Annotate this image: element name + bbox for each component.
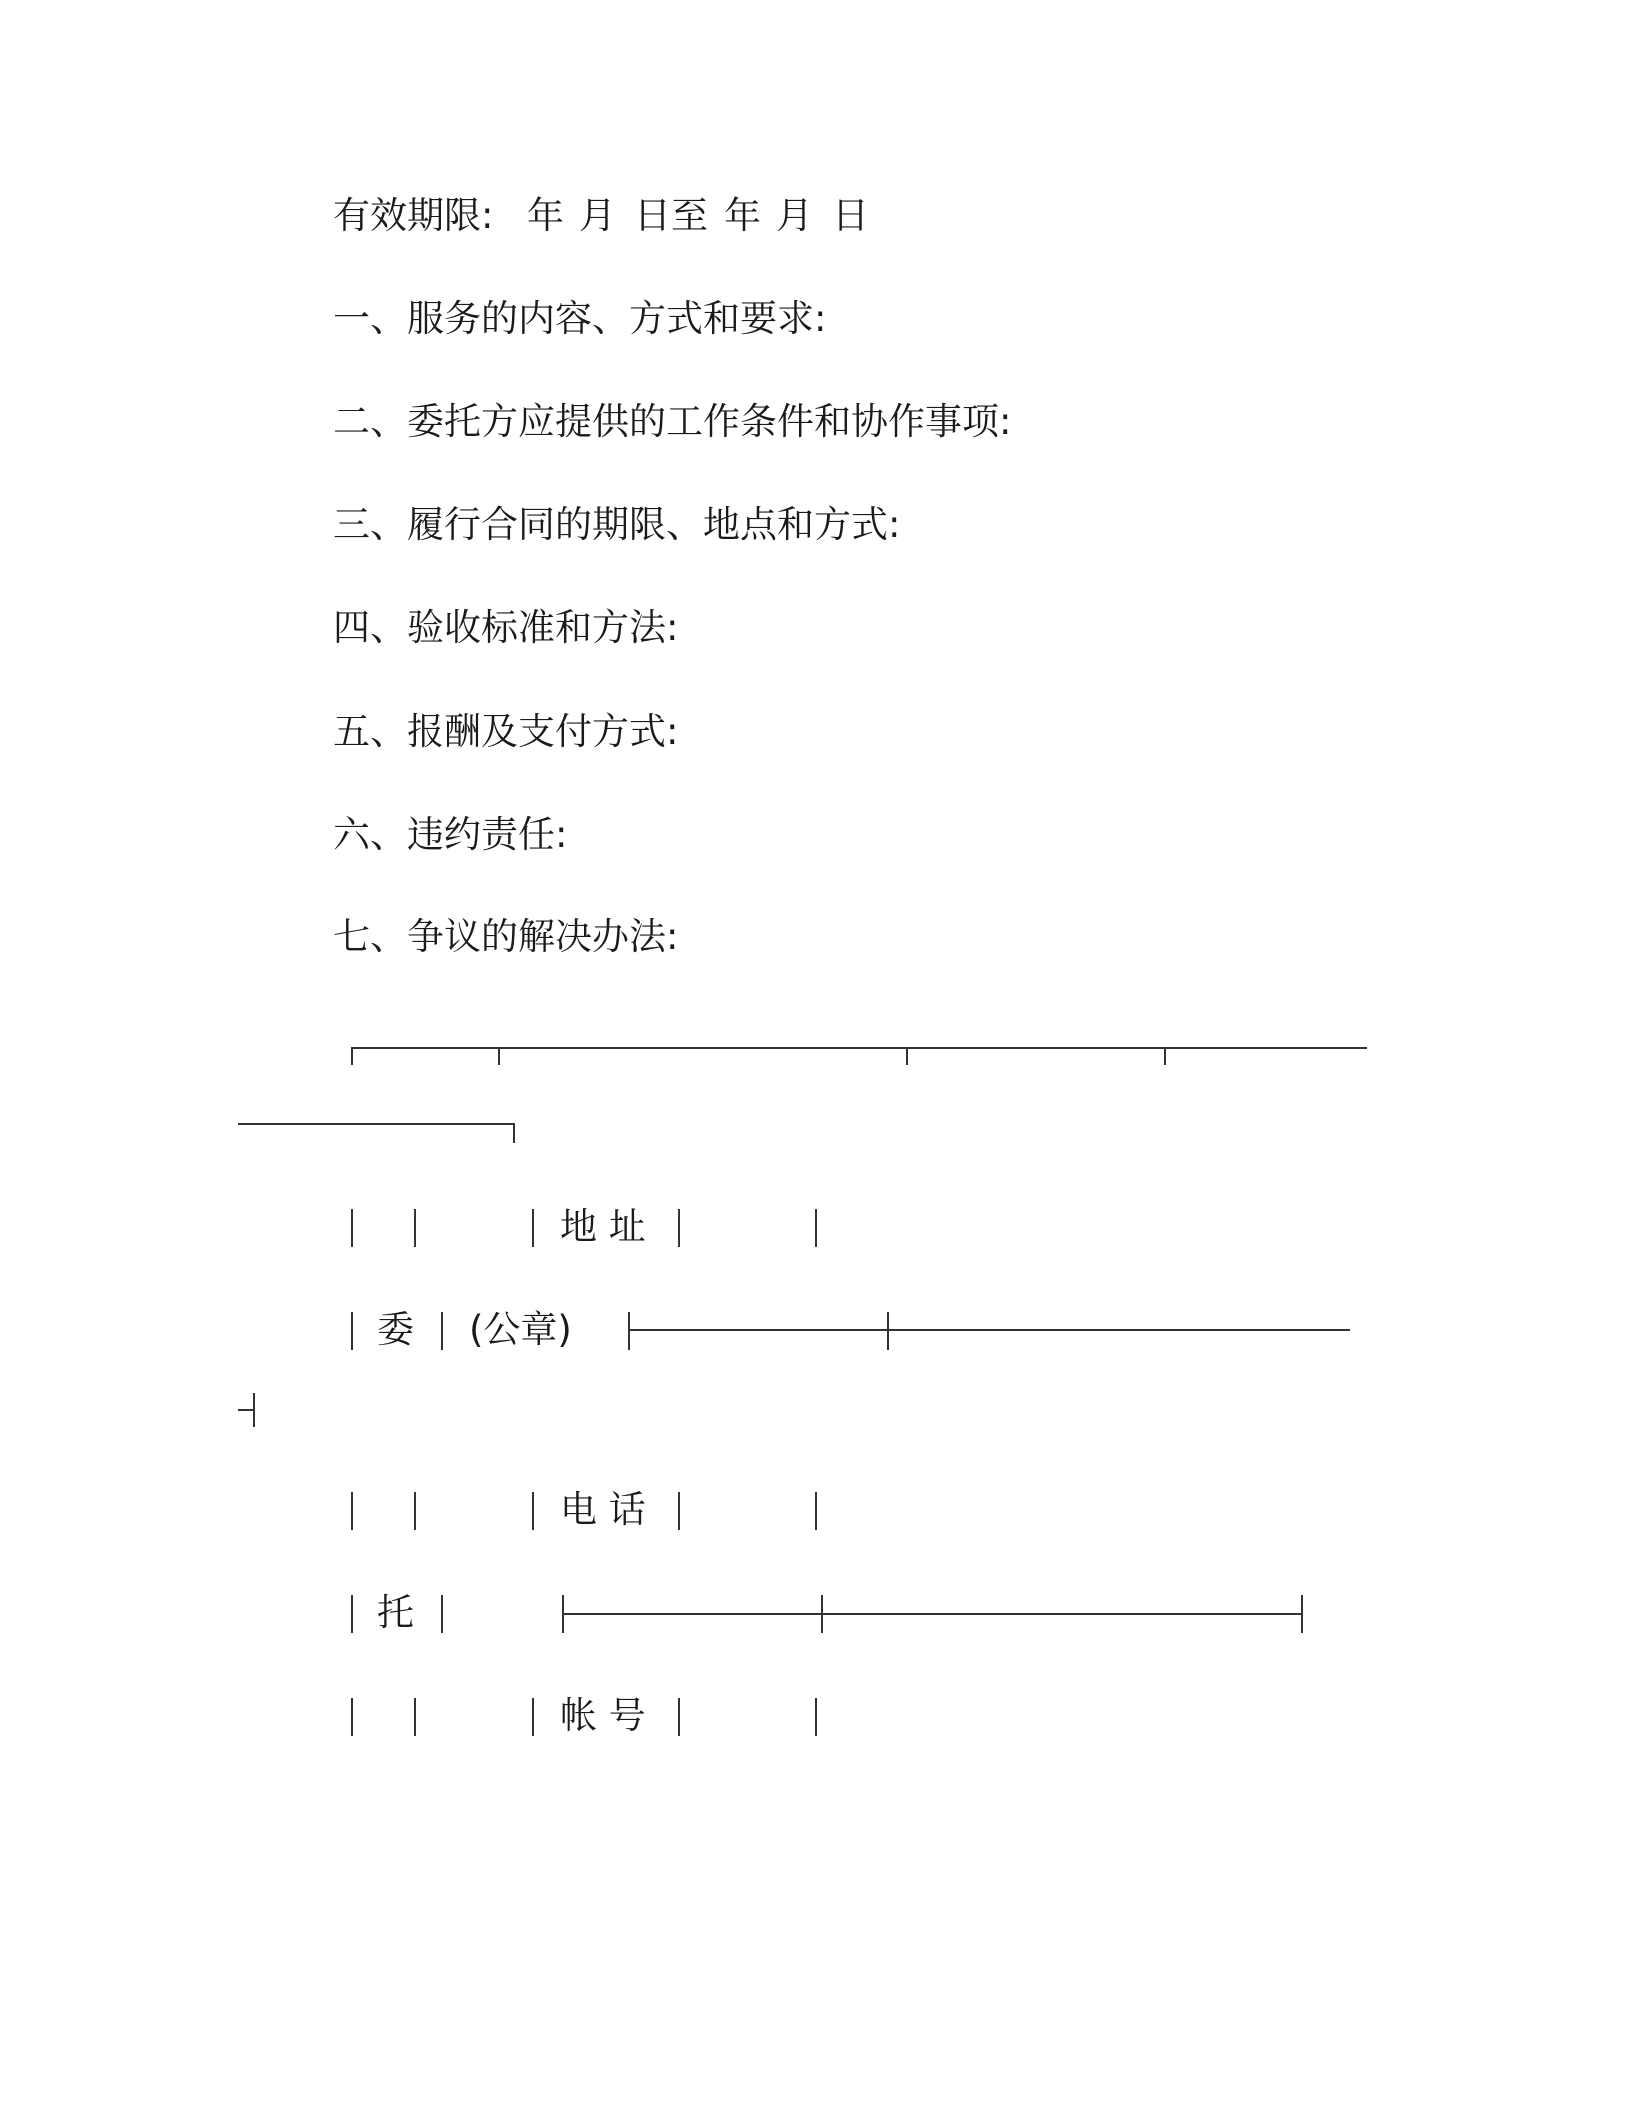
- clause-6: 六、违约责任:: [333, 813, 568, 856]
- table-cell-divider: [821, 1595, 823, 1633]
- seal-label: (公章): [469, 1308, 572, 1351]
- table-cell-divider: [414, 1209, 416, 1247]
- validity-day-to: 日至: [634, 194, 708, 237]
- validity-month-end: 月: [776, 194, 813, 237]
- table-cell-divider: [351, 1492, 353, 1530]
- table-cell-divider: [351, 1209, 353, 1247]
- clause-2: 二、委托方应提供的工作条件和协作事项:: [333, 400, 1012, 443]
- validity-year-start: 年: [527, 194, 564, 237]
- table-border-segment: [628, 1329, 1350, 1331]
- table-cell-divider: [678, 1698, 680, 1736]
- table-cell-divider: [678, 1209, 680, 1247]
- table-border-segment: [238, 1123, 515, 1125]
- table-tick: [1164, 1047, 1166, 1065]
- clause-3: 三、履行合同的期限、地点和方式:: [333, 503, 901, 546]
- table-tick: [238, 1409, 253, 1411]
- client-char-tuo: 托: [377, 1591, 414, 1634]
- validity-month-start: 月: [579, 194, 616, 237]
- clause-7: 七、争议的解决办法:: [333, 915, 679, 958]
- table-cell-divider: [441, 1312, 443, 1350]
- client-char-wei: 委: [377, 1308, 414, 1351]
- table-cell-divider: [815, 1209, 817, 1247]
- table-cell-divider: [441, 1595, 443, 1633]
- table-cell-divider: [887, 1312, 889, 1350]
- table-cell-divider: [351, 1312, 353, 1350]
- table-tick: [513, 1123, 515, 1143]
- table-cell-divider: [532, 1492, 534, 1530]
- account-label: 帐 号: [560, 1694, 646, 1737]
- table-tick: [906, 1047, 908, 1065]
- address-label: 地 址: [560, 1205, 646, 1248]
- table-tick: [351, 1047, 353, 1065]
- table-tick: [253, 1393, 255, 1427]
- table-tick: [498, 1047, 500, 1065]
- table-border-segment: [562, 1613, 1302, 1615]
- validity-day-end: 日: [832, 194, 869, 237]
- table-cell-divider: [414, 1698, 416, 1736]
- phone-label: 电 话: [560, 1488, 646, 1531]
- table-cell-divider: [532, 1209, 534, 1247]
- table-cell-divider: [351, 1595, 353, 1633]
- clause-5: 五、报酬及支付方式:: [333, 710, 679, 753]
- table-cell-divider: [414, 1492, 416, 1530]
- table-cell-divider: [1301, 1595, 1303, 1633]
- table-cell-divider: [351, 1698, 353, 1736]
- clause-4: 四、验收标准和方法:: [333, 606, 679, 649]
- table-cell-divider: [815, 1698, 817, 1736]
- table-cell-divider: [532, 1698, 534, 1736]
- validity-year-end: 年: [724, 194, 761, 237]
- table-cell-divider: [815, 1492, 817, 1530]
- table-cell-divider: [628, 1312, 630, 1350]
- clause-1: 一、服务的内容、方式和要求:: [333, 297, 827, 340]
- table-top-border: [351, 1047, 1367, 1049]
- validity-label: 有效期限:: [333, 194, 494, 237]
- table-cell-divider: [678, 1492, 680, 1530]
